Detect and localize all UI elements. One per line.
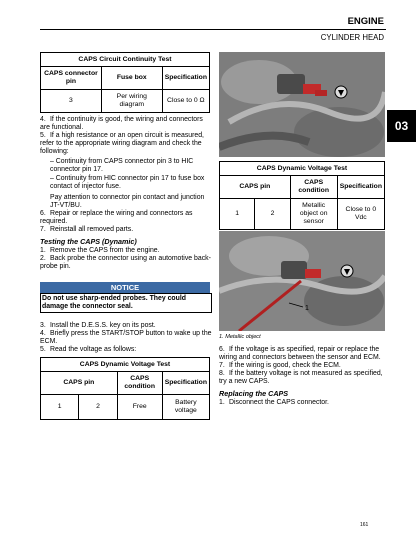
dynamic-step-2: Back probe the connector using an automotive back-probe pin. <box>40 254 211 270</box>
table-cell: 1 <box>220 199 255 230</box>
table-cell: Close to 0 Vdc <box>337 199 384 230</box>
header-subtitle: CYLINDER HEAD <box>320 33 384 42</box>
procedure-text-2: 3. Install the D.E.S.S. key on its post. 4. Briefly press the START/STOP button to wake up the ECM. 5. Read the voltage as follows: <box>40 322 212 354</box>
continuity-test-table <box>40 52 210 113</box>
procedure-text: 4. If the continuity is good, the wiring and connectors are functional. 5. If a high resistance or an open circuit is measured, refer to the appropriate wiring diagram and check the following: – Continuity from CAPS connector pin 3 to HIC connector pin 17. – Continuity from HIC connector pin 17 to fuse box contact of injector fuse. Pay attention to connector pin contact and junction JT-VT/BU. 6. Repair or replace the wiring and connectors as required. 7. Reinstall all removed parts. Testing the CAPS (Dynamic) 1. Remove the CAPS from the engine. 2. Back probe the connector using an automotive back-probe pin. <box>40 116 211 270</box>
table-cell: Battery voltage <box>162 395 209 420</box>
table-header: CAPS connector pin <box>41 67 102 90</box>
table-cell: Free <box>117 395 162 420</box>
dynamic-step-1: Remove the CAPS from the engine. <box>50 246 160 254</box>
right-step-8: If the battery voltage is not measured as specified, try a new CAPS. <box>219 370 383 386</box>
notice-label: NOTICE <box>40 282 210 293</box>
callout-number: 1 <box>305 305 309 312</box>
bullet-2: Continuity from HIC connector pin 17 to fuse box contact of injector fuse. <box>50 174 205 190</box>
step-4: If the continuity is good, the wiring and connectors are functional. <box>40 116 203 132</box>
section-heading: Testing the CAPS (Dynamic) <box>40 237 137 247</box>
header-rule <box>40 29 386 30</box>
engine-photo-bottom <box>219 231 385 331</box>
dynamic-step-5: Read the voltage as follows: <box>50 346 137 354</box>
replace-step-1: Disconnect the CAPS connector. <box>229 398 329 406</box>
chapter-tab: 03 <box>387 110 416 142</box>
table-header: Specification <box>162 372 209 395</box>
table-header: CAPS pin <box>220 176 291 199</box>
table-header: Fuse box <box>101 67 162 90</box>
attention-note: Pay attention to connector pin contact and junction JT-VT/BU. <box>50 193 205 209</box>
table-cell: Per wiring diagram <box>101 90 162 113</box>
notice-text: Do not use sharp-ended probes. They could damage the connector seal. <box>40 293 212 313</box>
bullet-1: Continuity from CAPS connector pin 3 to HIC connector pin 17. <box>50 158 194 174</box>
table-cell: 2 <box>255 199 290 230</box>
table-cell: Metallic object on sensor <box>290 199 337 230</box>
right-step-6: If the voltage is as specified, repair or replace the wiring and connectors between the sensor and ECM. <box>219 346 381 362</box>
table-cell: 2 <box>79 395 117 420</box>
engine-photo-top <box>219 52 385 157</box>
right-procedure-text: 6. If the voltage is as specified, repair or replace the wiring and connectors between the sensor and ECM. 7. If the wiring is good, check the ECM. 8. If the battery voltage is not measured as specified, try a new CAPS. Replacing the CAPS 1. Disconnect the CAPS connector. <box>219 346 385 407</box>
figure-caption: 1. Metallic object <box>219 334 261 340</box>
table-title: CAPS Dynamic Voltage Test <box>220 162 385 176</box>
table-cell: Close to 0 Ω <box>162 90 209 113</box>
section-heading: Replacing the CAPS <box>219 389 289 399</box>
step-5: If a high resistance or an open circuit is measured, refer to the appropriate wiring diagram and check the following: <box>40 132 204 156</box>
table-title: CAPS Dynamic Voltage Test <box>41 358 210 372</box>
table-header: CAPS condition <box>290 176 337 199</box>
step-7: Reinstall all removed parts. <box>50 226 134 234</box>
table-title: CAPS Circuit Continuity Test <box>41 53 210 67</box>
dynamic-step-3: Install the D.E.S.S. key on its post. <box>50 322 156 329</box>
metallic-object-illustration <box>219 231 385 331</box>
sensor-photo-illustration <box>219 52 385 157</box>
step-6: Repair or replace the wiring and connectors as required. <box>40 209 193 225</box>
table-header: Specification <box>162 67 209 90</box>
dynamic-step-4: Briefly press the START/STOP button to wake up the ECM. <box>40 330 212 346</box>
table-header: CAPS pin <box>41 372 118 395</box>
right-step-7: If the wiring is good, check the ECM. <box>229 362 341 370</box>
dynamic-voltage-table-metallic <box>219 161 385 230</box>
header-title: ENGINE <box>347 16 384 27</box>
dynamic-voltage-table-free <box>40 357 210 420</box>
table-header: CAPS condition <box>117 372 162 395</box>
table-cell: 1 <box>41 395 79 420</box>
table-header: Specification <box>337 176 384 199</box>
page-number: 161 <box>360 522 369 528</box>
table-cell: 3 <box>41 90 102 113</box>
